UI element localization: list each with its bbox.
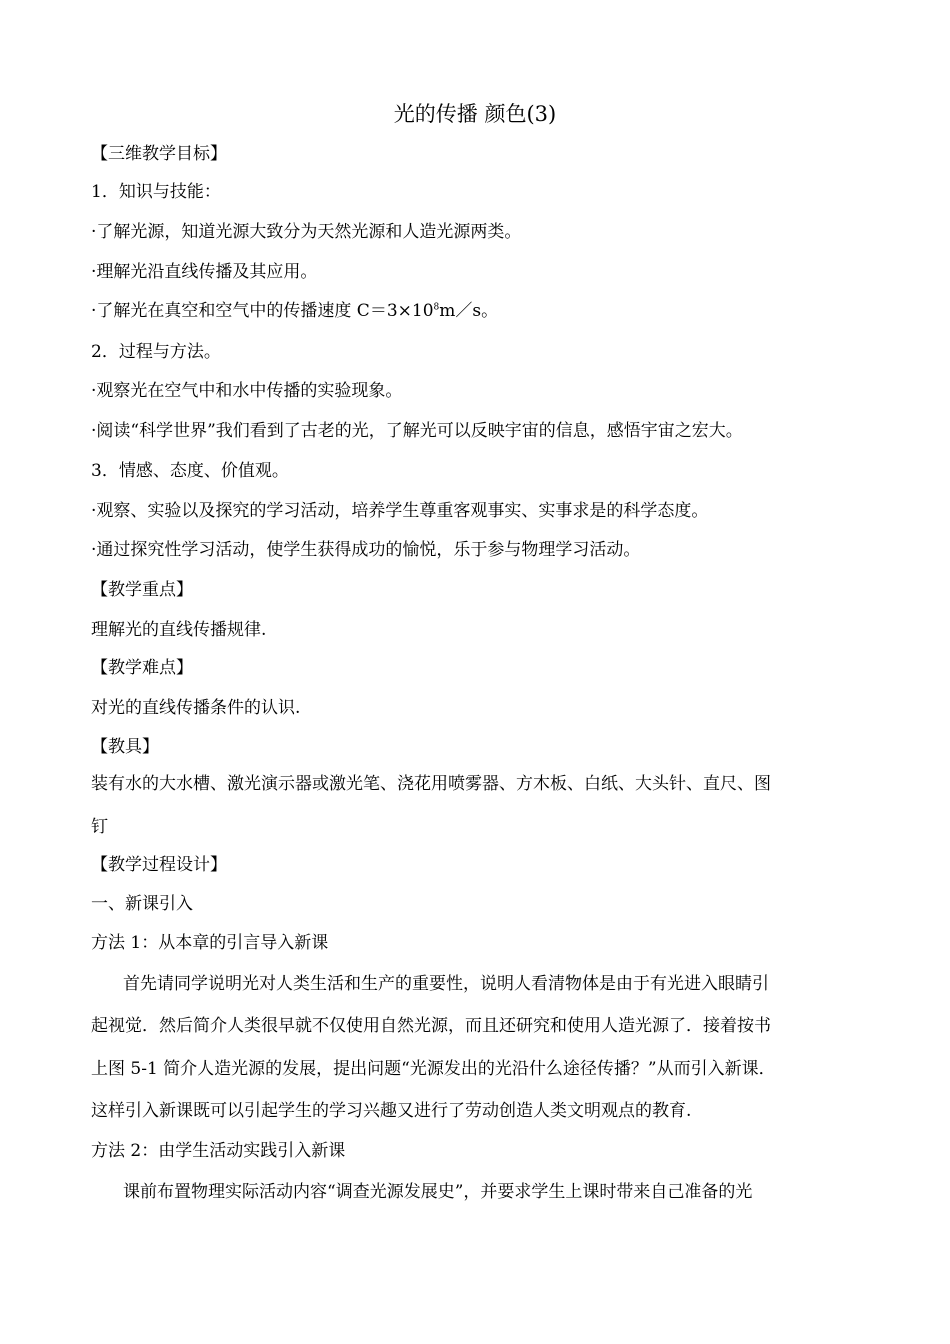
paragraph: 装有水的大水槽、激光演示器或激光笔、浇花用喷雾器、方木板、白纸、大头针、直尺、图 <box>91 774 771 794</box>
subheading-process: 2．过程与方法。 <box>91 342 221 362</box>
section-heading-objectives: 【三维教学目标】 <box>91 144 227 164</box>
subheading-attitude: 3．情感、态度、价值观。 <box>91 461 289 481</box>
section-heading-difficulties: 【教学难点】 <box>91 658 193 678</box>
bullet-item: ·观察、实验以及探究的学习活动，培养学生尊重客观事实、实事求是的科学态度。 <box>91 501 709 521</box>
method-heading: 方法 1：从本章的引言导入新课 <box>91 933 329 953</box>
section-heading-process-design: 【教学过程设计】 <box>91 855 227 875</box>
subheading-new-lesson: 一、新课引入 <box>91 894 193 914</box>
speed-prefix: ·了解光在真空和空气中的传播速度 C＝3×10 <box>91 301 434 321</box>
speed-suffix: m／s。 <box>439 301 499 321</box>
method-heading: 方法 2：由学生活动实践引入新课 <box>91 1141 346 1161</box>
subheading-knowledge: 1．知识与技能： <box>91 182 221 202</box>
section-heading-tools: 【教具】 <box>91 737 159 757</box>
bullet-item: ·了解光源，知道光源大致分为天然光源和人造光源两类。 <box>91 222 522 242</box>
document-title: 光的传播 颜色(3) <box>393 102 557 126</box>
paragraph: 对光的直线传播条件的认识. <box>91 698 301 718</box>
bullet-item: ·理解光沿直线传播及其应用。 <box>91 262 318 282</box>
bullet-item: ·通过探究性学习活动，使学生获得成功的愉悦，乐于参与物理学习活动。 <box>91 540 641 560</box>
paragraph: 起视觉．然后简介人类很早就不仅使用自然光源，而且还研究和使用人造光源了．接着按书 <box>91 1016 771 1036</box>
paragraph: 这样引入新课既可以引起学生的学习兴趣又进行了劳动创造人类文明观点的教育. <box>91 1101 692 1121</box>
section-heading-key-points: 【教学重点】 <box>91 580 193 600</box>
paragraph: 上图 5-1 简介人造光源的发展，提出问题“光源发出的光沿什么途径传播？”从而引入新课． <box>91 1059 776 1079</box>
paragraph: 钉 <box>91 817 108 837</box>
speed-exponent: 8 <box>433 302 440 313</box>
bullet-item-light-speed <box>91 299 498 323</box>
paragraph: 课前布置物理实际活动内容“调查光源发展史”，并要求学生上课时带来自己准备的光 <box>123 1182 753 1202</box>
bullet-item: ·阅读“科学世界”我们看到了古老的光，了解光可以反映宇宙的信息，感悟宇宙之宏大。 <box>91 421 743 441</box>
paragraph: 理解光的直线传播规律. <box>91 620 267 640</box>
bullet-item: ·观察光在空气中和水中传播的实验现象。 <box>91 381 403 401</box>
paragraph: 首先请同学说明光对人类生活和生产的重要性，说明人看清物体是由于有光进入眼睛引 <box>123 974 769 994</box>
